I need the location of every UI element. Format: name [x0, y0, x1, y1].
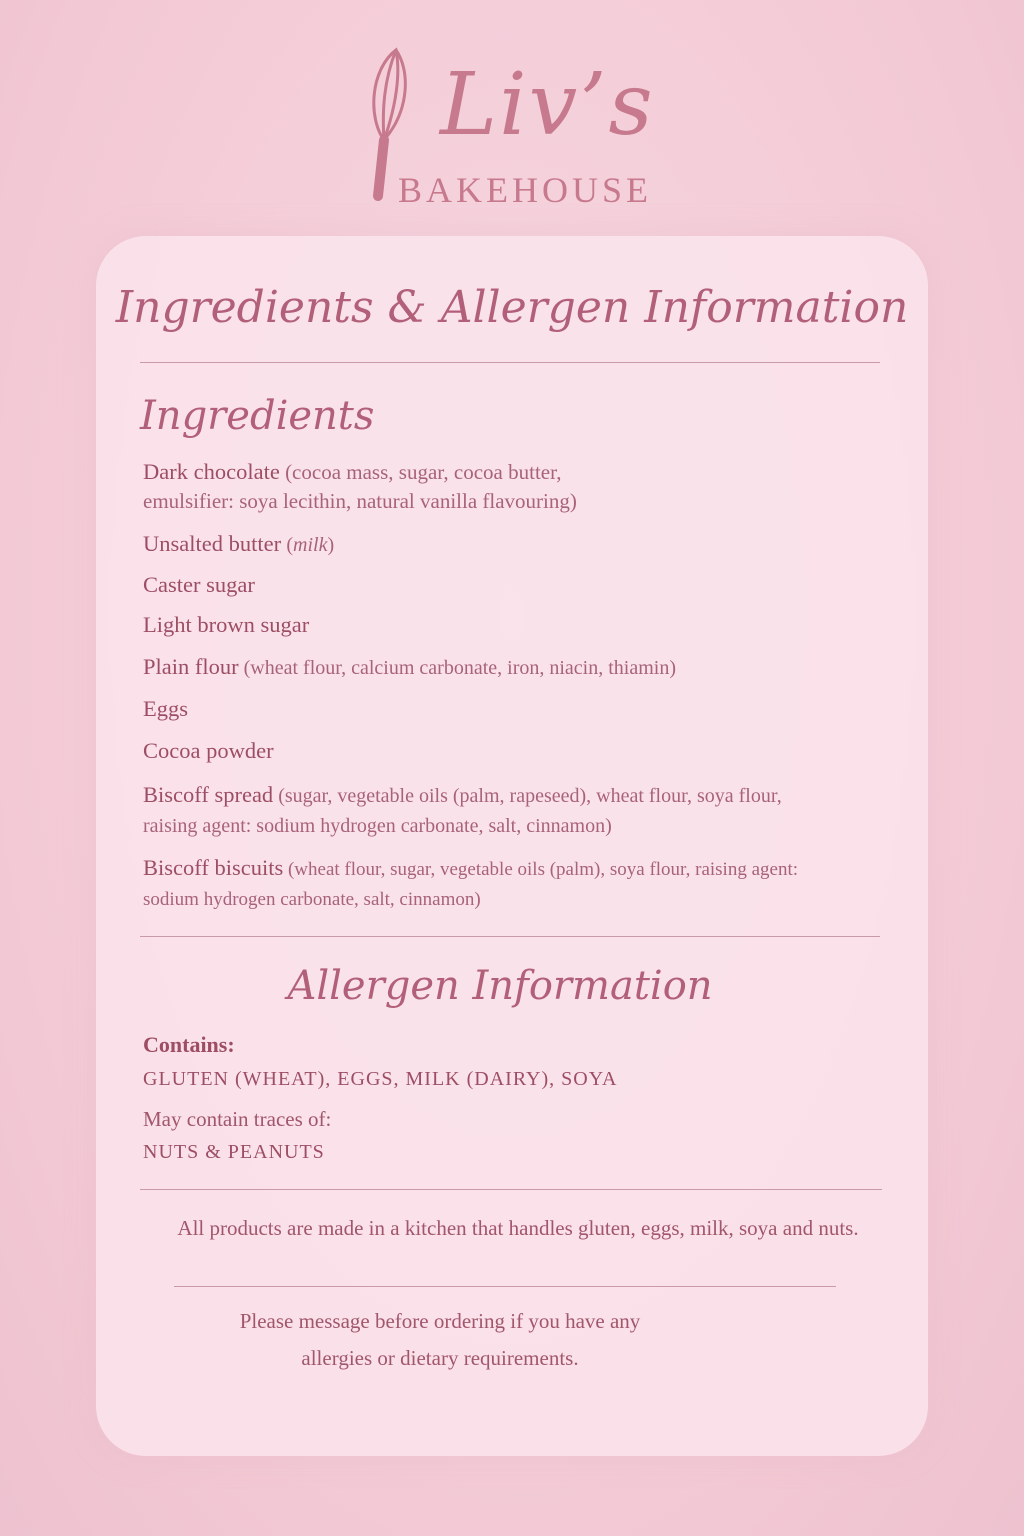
traces-list: NUTS & PEANUTS [143, 1141, 325, 1163]
divider [174, 1286, 836, 1287]
brand-subtitle: BAKEHOUSE [398, 170, 653, 210]
kitchen-notice: All products are made in a kitchen that handles gluten, eggs, milk, soya and nuts. [177, 1216, 859, 1240]
ingredient-item: Unsalted butter (milk) [143, 531, 335, 556]
ingredient-item: Biscoff biscuits (wheat flour, sugar, vegetable oils (palm), soya flour, raising agent: sodium hydrogen carbonate, salt, cinnamon) [143, 855, 798, 910]
message-line: allergies or dietary requirements. [301, 1346, 579, 1370]
ingredient-item: Plain flour (wheat flour, calcium carbonate, iron, niacin, thiamin) [143, 654, 676, 679]
ingredient-item: Biscoff spread (sugar, vegetable oils (palm, rapeseed), wheat flour, soya flour, raising agent: sodium hydrogen carbonate, salt, cinnamon) [143, 782, 782, 837]
divider [140, 362, 880, 363]
ingredients-heading: Ingredients [140, 393, 375, 439]
divider [140, 1189, 882, 1190]
contact-message [180, 1303, 700, 1377]
contains-list: GLUTEN (WHEAT), EGGS, MILK (DAIRY), SOYA [143, 1068, 618, 1090]
contains-label: Contains: [143, 1032, 235, 1057]
ingredient-item: Eggs [143, 696, 188, 721]
message-line: Please message before ordering if you have any [239, 1309, 641, 1333]
ingredient-item: Cocoa powder [143, 738, 274, 763]
divider [140, 936, 880, 937]
page-title: Ingredients & Allergen Information [115, 282, 909, 333]
allergen-heading: Allergen Information [287, 963, 713, 1009]
traces-label: May contain traces of: [143, 1107, 332, 1131]
ingredient-item: Dark chocolate (cocoa mass, sugar, cocoa butter, emulsifier: soya lecithin, natural vanilla flavouring) [143, 459, 577, 513]
ingredient-item: Caster sugar [143, 572, 255, 597]
brand-logo [0, 40, 1024, 220]
brand-name: Liv’s [440, 55, 655, 155]
ingredient-item: Light brown sugar [143, 612, 310, 637]
